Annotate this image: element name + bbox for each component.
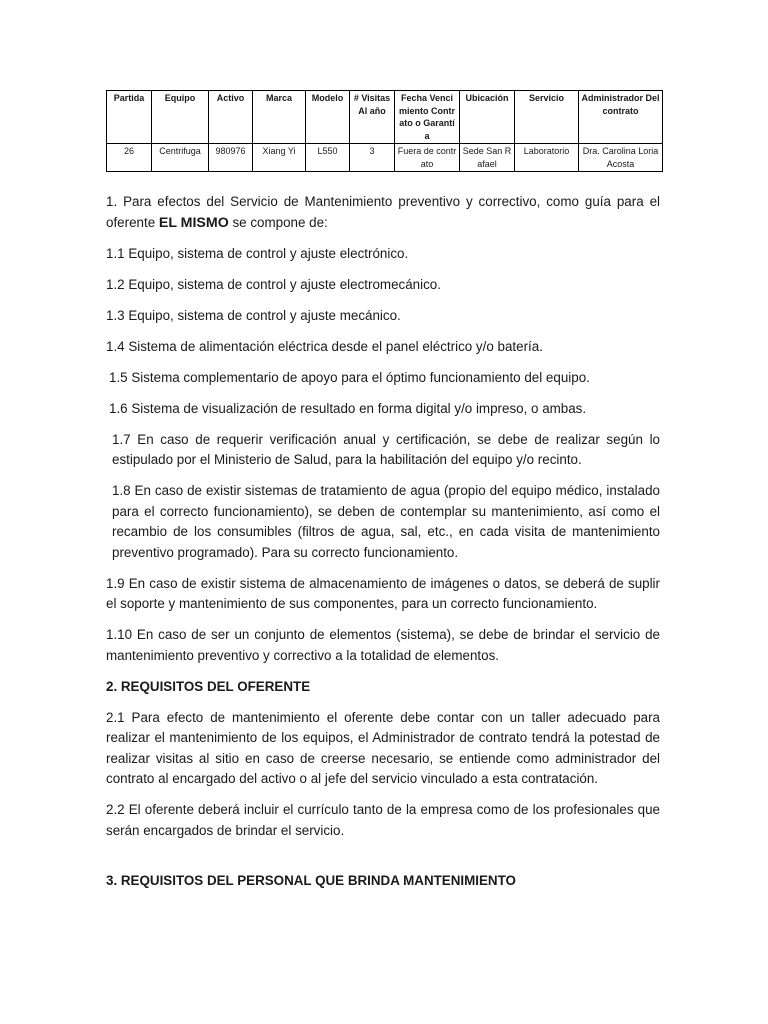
cell-servicio: Laboratorio (515, 144, 579, 172)
cell-ubicacion: Sede San Rafael (460, 144, 515, 172)
header-servicio: Servicio (515, 91, 579, 144)
item-1-10: 1.10 En caso de ser un conjunto de elementos (sistema), se debe de brindar el servicio de mantenimiento preventivo y correctivo a la totalidad de elementos. (106, 627, 660, 663)
header-administrador: Administrador Del contrato (579, 91, 663, 144)
cell-activo: 980976 (209, 144, 253, 172)
header-visitas: # Visitas Al año (350, 91, 395, 144)
header-partida: Partida (107, 91, 152, 144)
item-1-5: 1.5 Sistema complementario de apoyo para el óptimo funcionamiento del equipo. (109, 369, 590, 385)
header-fecha-vencimiento: Fecha Vencimiento Contrato o Garantía (395, 91, 460, 144)
header-activo: Activo (209, 91, 253, 144)
item-1-9: 1.9 En caso de existir sistema de almacenamiento de imágenes o datos, se deberá de suplir el soporte y mantenimiento de sus componentes, para un correcto funcionamiento. (106, 575, 660, 611)
item-1-3: 1.3 Equipo, sistema de control y ajuste mecánico. (106, 307, 401, 323)
table-header-row (107, 91, 663, 144)
item-2-2: 2.2 El oferente deberá incluir el currículo tanto de la empresa como de los profesionales que serán encargados de brindar el servicio. (106, 802, 660, 838)
cell-partida: 26 (107, 144, 152, 172)
table-row (107, 144, 663, 172)
cell-modelo: L550 (306, 144, 350, 172)
header-modelo: Modelo (306, 91, 350, 144)
cell-marca: Xiang Yi (253, 144, 306, 172)
equipment-table (106, 90, 663, 172)
paragraph-1-text-end: se compone de: (228, 214, 328, 230)
section-3-heading: 3. REQUISITOS DEL PERSONAL QUE BRINDA MANTENIMIENTO (106, 873, 516, 888)
header-marca: Marca (253, 91, 306, 144)
document-body (106, 192, 660, 902)
item-2-1: 2.1 Para efecto de mantenimiento el oferente debe contar con un taller adecuado para realizar el mantenimiento de los equipos, el Administrador de contrato tendrá la potestad de realizar visitas al sitio en caso de creerse necesario, se entiende como administrador del contrato al encargado del activo o al jefe del servicio vinculado a esta contratación. (106, 709, 660, 786)
cell-visitas: 3 (350, 144, 395, 172)
item-1-4: 1.4 Sistema de alimentación eléctrica desde el panel eléctrico y/o batería. (106, 338, 543, 354)
cell-equipo: Centrifuga (152, 144, 209, 172)
item-1-6: 1.6 Sistema de visualización de resultado en forma digital y/o impreso, o ambas. (109, 400, 587, 416)
cell-fecha-vencimiento: Fuera de contrato (395, 144, 460, 172)
item-1-2: 1.2 Equipo, sistema de control y ajuste electromecánico. (106, 276, 441, 292)
section-2-heading: 2. REQUISITOS DEL OFERENTE (106, 678, 311, 694)
item-1-1: 1.1 Equipo, sistema de control y ajuste electrónico. (106, 245, 409, 261)
item-1-8: 1.8 En caso de existir sistemas de tratamiento de agua (propio del equipo médico, instalado para el correcto funcionamiento), se deben de contemplar su mantenimiento, así como el recambio de los consumibles (filtros de agua, sal, etc., en cada visita de mantenimiento preventivo programado). Para su correcto funcionamiento. (112, 483, 660, 560)
paragraph-1-text-start: 1. Para efectos del Servicio de Mantenimiento preventivo y correctivo, como guía para el oferente (106, 194, 660, 230)
paragraph-1 (106, 192, 660, 233)
cell-administrador: Dra. Carolina Loria Acosta (579, 144, 663, 172)
header-equipo: Equipo (152, 91, 209, 144)
paragraph-1-emphasis: EL MISMO (158, 214, 229, 231)
item-1-7: 1.7 En caso de requerir verificación anual y certificación, se debe de realizar según lo estipulado por el Ministerio de Salud, para la habilitación del equipo y/o recinto. (112, 431, 660, 467)
header-ubicacion: Ubicación (460, 91, 515, 144)
